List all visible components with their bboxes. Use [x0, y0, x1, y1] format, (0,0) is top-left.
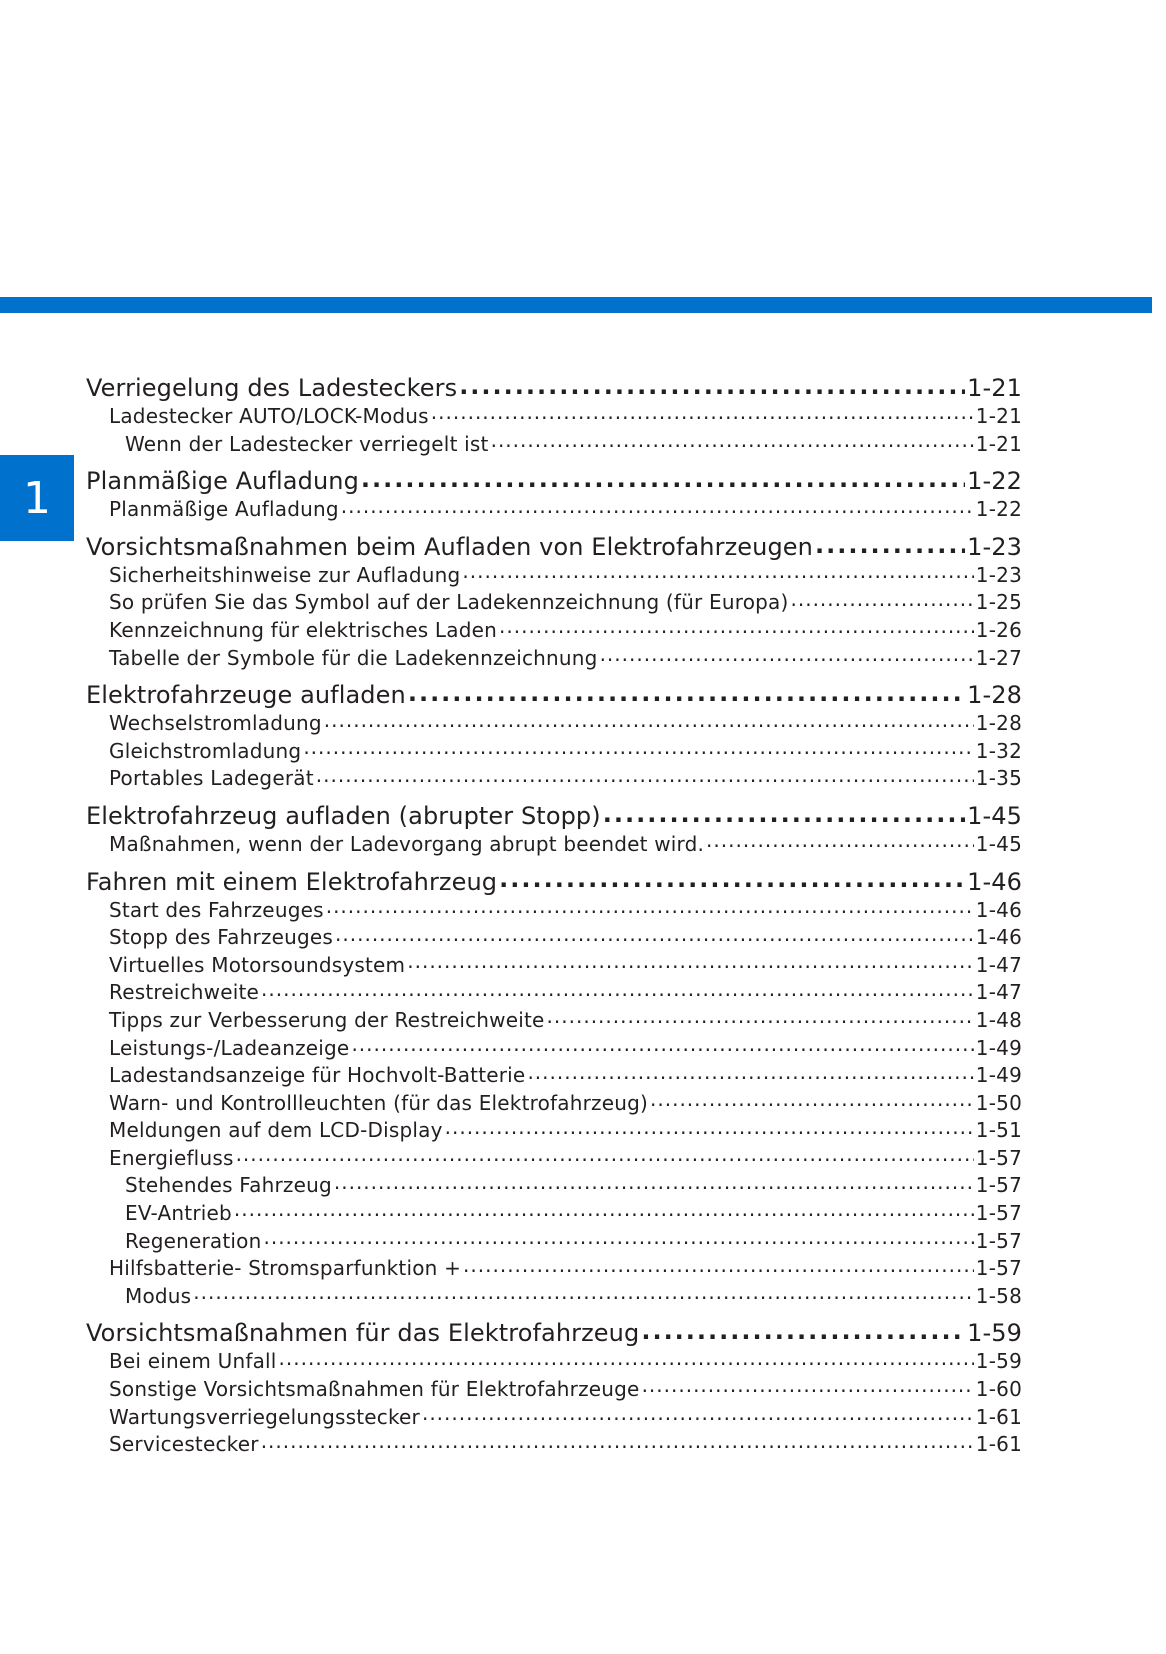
toc-entry-page-number: 1-57 [975, 1256, 1022, 1281]
toc-subsubsection-entry[interactable] [86, 1200, 1022, 1228]
dot-leader [341, 496, 974, 516]
dot-leader [642, 1376, 974, 1396]
toc-entry-title: Restreichweite [109, 980, 260, 1005]
dot-leader [650, 1090, 974, 1110]
toc-subsection-entry[interactable] [86, 1376, 1022, 1404]
toc-subsection-entry[interactable] [86, 1348, 1022, 1376]
toc-entry-page-number: 1-26 [975, 617, 1022, 642]
toc-entry-page-number: 1-49 [975, 1063, 1022, 1088]
toc-subsection-entry[interactable] [86, 496, 1022, 524]
toc-subsection-entry[interactable] [86, 645, 1022, 673]
toc-subsection-entry[interactable] [86, 765, 1022, 793]
toc-entry-title: Hilfsbatterie- Stromsparfunktion + [109, 1256, 462, 1281]
toc-entry-page-number: 1-35 [975, 766, 1022, 791]
toc-subsection-entry[interactable] [86, 831, 1022, 859]
toc-entry-title: Planmäßige Aufladung [86, 467, 359, 496]
toc-entry-page-number: 1-59 [975, 1349, 1022, 1374]
toc-entry-title: Fahren mit einem Elektrofahrzeug [86, 867, 498, 896]
toc-entry-page-number: 1-57 [975, 1173, 1022, 1198]
toc-entry-title: Elektrofahrzeug aufladen (abrupter Stopp) [86, 801, 601, 830]
dot-leader [431, 403, 974, 423]
toc-entry-title: Portables Ladegerät [109, 766, 314, 791]
toc-entry-title: So prüfen Sie das Symbol auf der Ladekennzeichnung (für Europa) [109, 590, 789, 615]
toc-section-entry[interactable] [86, 1317, 1022, 1348]
toc-subsubsection-entry[interactable] [86, 1283, 1022, 1311]
toc-entry-page-number: 1-46 [967, 867, 1022, 896]
toc-subsection-entry[interactable] [86, 1007, 1022, 1035]
dot-leader [499, 866, 965, 890]
chapter-tab [0, 455, 74, 541]
toc-subsection-entry[interactable] [86, 1431, 1022, 1459]
header-accent-bar [0, 297, 1152, 313]
toc-subsubsection-entry[interactable] [86, 1172, 1022, 1200]
dot-leader [706, 831, 974, 851]
dot-leader [499, 617, 974, 637]
toc-subsubsection-entry[interactable] [86, 431, 1022, 459]
toc-entry-title: Tipps zur Verbesserung der Restreichweite [109, 1007, 545, 1032]
toc-entry-page-number: 1-61 [975, 1432, 1022, 1457]
toc-subsection-entry[interactable] [86, 589, 1022, 617]
toc-entry-page-number: 1-21 [975, 404, 1022, 428]
toc-entry-page-number: 1-21 [967, 374, 1022, 402]
toc-subsection-entry[interactable] [86, 1145, 1022, 1173]
toc-entry-page-number: 1-57 [975, 1228, 1022, 1253]
toc-subsection-entry[interactable] [86, 710, 1022, 738]
toc-entry-page-number: 1-45 [975, 831, 1022, 856]
toc-entry-title: Start des Fahrzeuges [109, 897, 324, 922]
toc-entry-title: Stehendes Fahrzeug [125, 1173, 332, 1198]
toc-subsection-entry[interactable] [86, 1035, 1022, 1063]
toc-subsection-entry[interactable] [86, 897, 1022, 925]
toc-section-entry[interactable] [86, 866, 1022, 897]
toc-entry-title: Vorsichtsmaßnahmen beim Aufladen von Elektrofahrzeugen [86, 532, 813, 561]
dot-leader [462, 562, 973, 582]
toc-entry-title: Planmäßige Aufladung [109, 497, 339, 522]
dot-leader [193, 1283, 974, 1303]
dot-leader [263, 1228, 973, 1248]
dot-leader [326, 897, 974, 917]
toc-entry-page-number: 1-51 [975, 1118, 1022, 1143]
toc-subsection-entry[interactable] [86, 562, 1022, 590]
toc-entry-title: Kennzeichnung für elektrisches Laden [109, 617, 498, 642]
toc-entry-title: Sicherheitshinweise zur Aufladung [109, 562, 461, 587]
dot-leader [463, 1255, 974, 1275]
toc-entry-page-number: 1-45 [967, 801, 1022, 830]
dot-leader [351, 1035, 973, 1055]
dot-leader [408, 679, 965, 703]
toc-entry-title: Vorsichtsmaßnahmen für das Elektrofahrzeug [86, 1319, 640, 1348]
toc-entry-title: Gleichstromladung [109, 738, 302, 763]
toc-entry-page-number: 1-21 [975, 431, 1022, 456]
toc-section-entry[interactable] [86, 372, 1022, 403]
toc-subsection-entry[interactable] [86, 1062, 1022, 1090]
dot-leader [335, 924, 974, 944]
dot-leader [261, 979, 974, 999]
toc-entry-page-number: 1-22 [967, 467, 1022, 496]
dot-leader [334, 1172, 974, 1192]
dot-leader [261, 1431, 974, 1451]
toc-entry-title: Tabelle der Symbole für die Ladekennzeichnung [109, 645, 598, 670]
toc-entry-page-number: 1-47 [975, 980, 1022, 1005]
toc-entry-page-number: 1-32 [975, 738, 1022, 763]
toc-entry-page-number: 1-50 [975, 1090, 1022, 1115]
toc-entry-page-number: 1-59 [967, 1319, 1022, 1348]
toc-entry-title: Warn- und Kontrollleuchten (für das Elektrofahrzeug) [109, 1090, 649, 1115]
toc-subsection-entry[interactable] [86, 403, 1022, 431]
toc-entry-page-number: 1-23 [967, 532, 1022, 561]
toc-subsection-entry[interactable] [86, 1255, 1022, 1283]
toc-entry-page-number: 1-28 [975, 711, 1022, 736]
dot-leader [459, 372, 965, 396]
toc-entry-page-number: 1-60 [975, 1377, 1022, 1402]
toc-section-entry[interactable] [86, 531, 1022, 562]
toc-entry-title: Stopp des Fahrzeuges [109, 925, 334, 950]
toc-entry-title: Modus [125, 1283, 192, 1308]
toc-entry-page-number: 1-57 [975, 1145, 1022, 1170]
toc-entry-page-number: 1-47 [975, 952, 1022, 977]
toc-entry-title: Wenn der Ladestecker verriegelt ist [125, 431, 489, 456]
toc-entry-title: Verriegelung des Ladesteckers [86, 374, 458, 402]
toc-entry-page-number: 1-28 [967, 681, 1022, 710]
dot-leader [316, 765, 974, 785]
toc-entry-title: Maßnahmen, wenn der Ladevorgang abrupt beendet wird. [109, 831, 705, 856]
dot-leader [547, 1007, 974, 1027]
toc-section-entry[interactable] [86, 679, 1022, 710]
dot-leader [603, 800, 965, 824]
toc-subsection-entry[interactable] [86, 1404, 1022, 1432]
toc-entry-page-number: 1-23 [975, 562, 1022, 587]
dot-leader [361, 465, 965, 489]
dot-leader [407, 952, 974, 972]
toc-entry-title: Wartungsverriegelungsstecker [109, 1404, 420, 1429]
toc-entry-title: Regeneration [125, 1228, 262, 1253]
dot-leader [303, 738, 973, 758]
toc-entry-title: Bei einem Unfall [109, 1349, 277, 1374]
dot-leader [445, 1117, 974, 1137]
dot-leader [279, 1348, 974, 1368]
toc-subsection-entry[interactable] [86, 952, 1022, 980]
toc-subsection-entry[interactable] [86, 617, 1022, 645]
toc-entry-page-number: 1-49 [975, 1035, 1022, 1060]
dot-leader [815, 531, 965, 555]
toc-entry-title: Ladestandsanzeige für Hochvolt-Batterie [109, 1063, 526, 1088]
toc-entry-page-number: 1-58 [975, 1283, 1022, 1308]
toc-entry-page-number: 1-61 [975, 1404, 1022, 1429]
toc-section-entry[interactable] [86, 800, 1022, 831]
dot-leader [527, 1062, 973, 1082]
toc-section-entry[interactable] [86, 465, 1022, 496]
toc-entry-page-number: 1-27 [975, 645, 1022, 670]
toc-entry-title: Leistungs-/Ladeanzeige [109, 1035, 350, 1060]
toc-entry-title: Meldungen auf dem LCD-Display [109, 1118, 443, 1143]
toc-entry-title: Energiefluss [109, 1145, 234, 1170]
dot-leader [324, 710, 974, 730]
dot-leader [641, 1317, 965, 1341]
toc-entry-page-number: 1-22 [975, 497, 1022, 522]
dot-leader [791, 589, 974, 609]
toc-entry-title: EV-Antrieb [125, 1201, 232, 1226]
toc-entry-page-number: 1-46 [975, 897, 1022, 922]
toc-entry-title: Virtuelles Motorsoundsystem [109, 952, 406, 977]
toc-entry-page-number: 1-25 [975, 590, 1022, 615]
toc-entry-title: Sonstige Vorsichtsmaßnahmen für Elektrofahrzeuge [109, 1377, 640, 1402]
toc-subsection-entry[interactable] [86, 924, 1022, 952]
toc-entry-page-number: 1-57 [975, 1201, 1022, 1226]
chapter-number: 1 [23, 472, 51, 524]
toc-subsubsection-entry[interactable] [86, 1228, 1022, 1256]
toc-entry-title: Wechselstromladung [109, 711, 322, 736]
dot-leader [422, 1404, 974, 1424]
toc-subsection-entry[interactable] [86, 979, 1022, 1007]
toc-subsection-entry[interactable] [86, 1090, 1022, 1118]
toc-subsection-entry[interactable] [86, 1117, 1022, 1145]
toc-entry-page-number: 1-46 [975, 925, 1022, 950]
dot-leader [236, 1145, 974, 1165]
dot-leader [234, 1200, 974, 1220]
toc-entry-title: Elektrofahrzeuge aufladen [86, 681, 406, 710]
table-of-contents [86, 372, 1022, 1459]
dot-leader [491, 431, 974, 451]
toc-entry-title: Ladestecker AUTO/LOCK-Modus [109, 404, 429, 428]
toc-entry-title: Servicestecker [109, 1432, 259, 1457]
toc-entry-page-number: 1-48 [975, 1007, 1022, 1032]
dot-leader [600, 645, 974, 665]
toc-subsection-entry[interactable] [86, 738, 1022, 766]
